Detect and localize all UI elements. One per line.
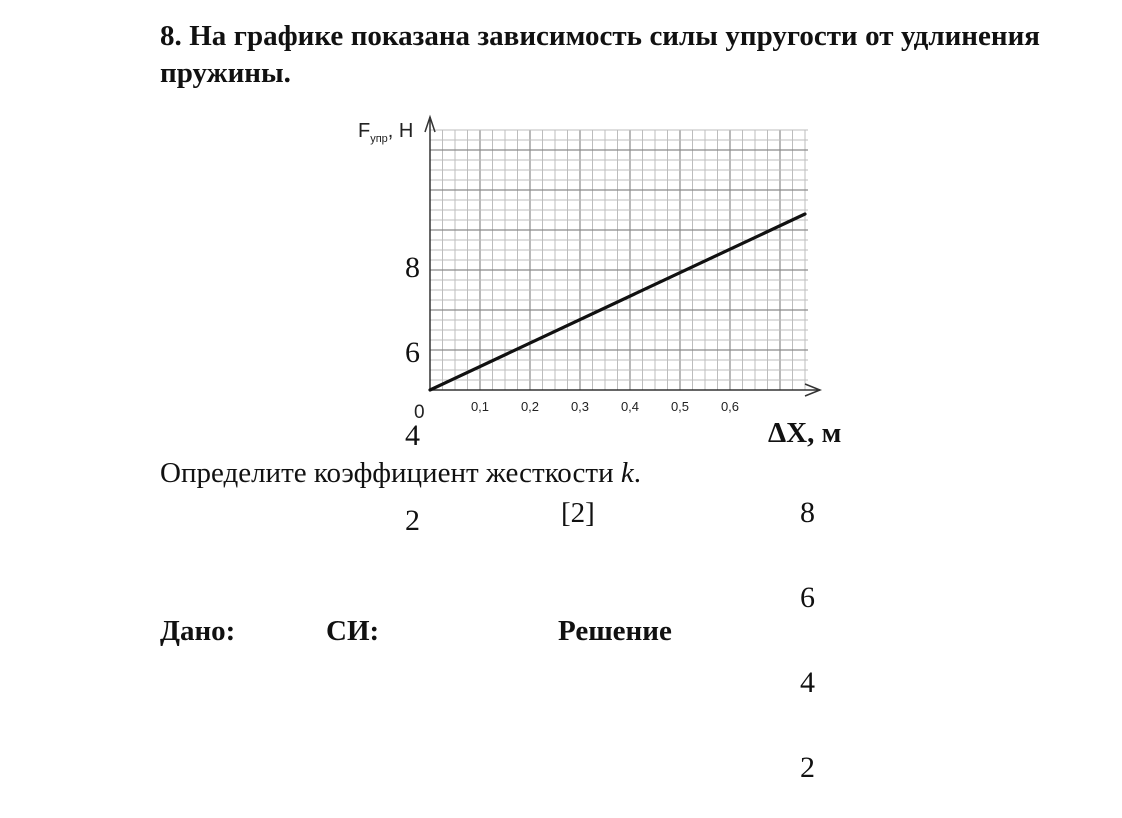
given-label: Дано: xyxy=(160,615,236,647)
stray-number-right-2: 6 xyxy=(800,581,815,614)
chart-x-ticks xyxy=(471,399,739,414)
x-tick-label: 0,1 xyxy=(470,399,490,414)
stray-number-right-1: 8 xyxy=(800,496,815,529)
x-tick-label: 0,5 xyxy=(670,399,690,414)
x-tick-label: 0,3 xyxy=(570,399,590,414)
x-axis-title: ΔX, м xyxy=(768,417,842,449)
stray-number-right-3: 4 xyxy=(800,666,815,699)
stray-number-left-3: 4 xyxy=(405,419,420,452)
points-badge: [2] xyxy=(561,497,595,529)
question-text: Определите коэффициент жесткости k. xyxy=(160,457,641,489)
si-label: СИ: xyxy=(326,615,380,647)
chart-grid xyxy=(430,130,808,390)
question-variable: k xyxy=(620,457,634,489)
x-tick-label: 0,2 xyxy=(520,399,540,414)
stray-number-left-1: 8 xyxy=(405,251,420,284)
origin-label: 0 xyxy=(414,402,425,423)
solution-label: Решение xyxy=(558,615,672,647)
problem-title: 8. На графике показана зависимость силы упругости от удлинения пружины. xyxy=(160,20,1040,89)
stray-number-left-4: 2 xyxy=(405,504,420,537)
x-tick-label: 0,4 xyxy=(620,399,640,414)
stray-number-right-4: 2 xyxy=(800,751,815,784)
chart-axes xyxy=(425,117,820,396)
y-axis-title: $F_{упр}$, Н xyxy=(358,120,414,145)
stray-number-left-2: 6 xyxy=(405,336,420,369)
x-tick-label: 0,6 xyxy=(720,399,740,414)
